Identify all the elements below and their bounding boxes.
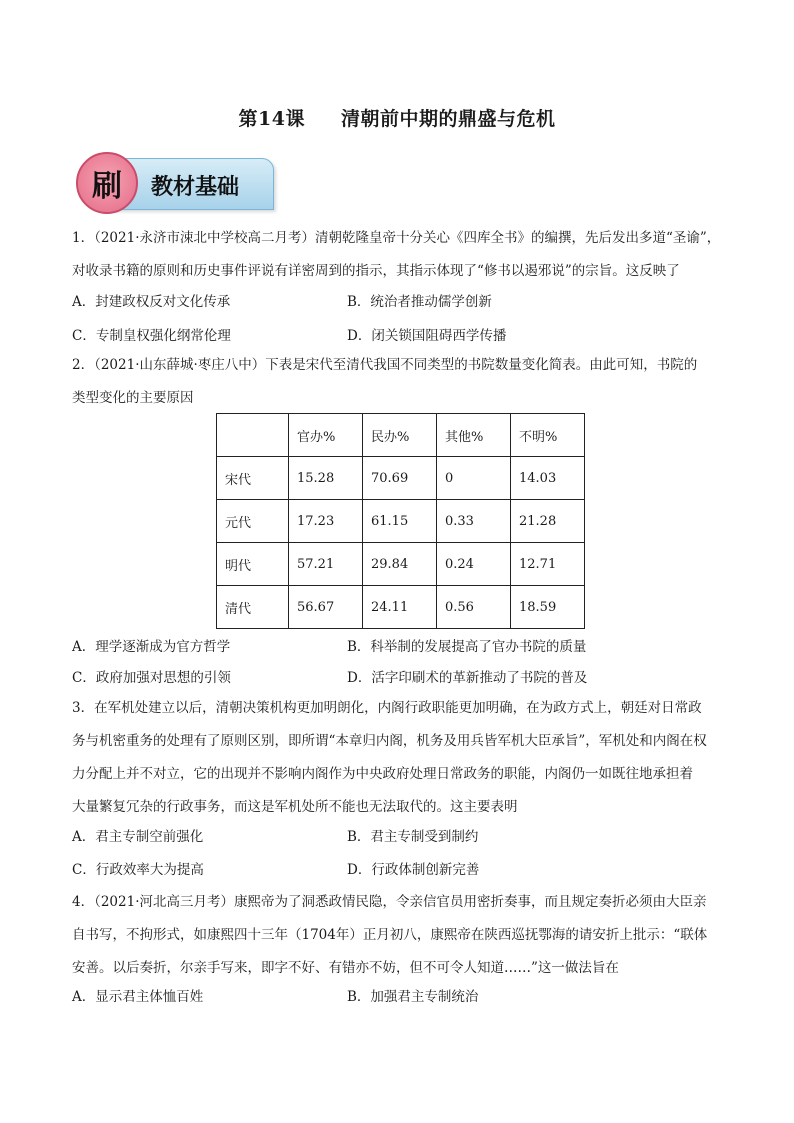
table-cell: 21.28 — [511, 500, 585, 543]
table-cell: 元代 — [217, 500, 289, 543]
question-4-stem — [72, 886, 722, 985]
academy-data-table — [216, 413, 585, 629]
table-row — [217, 586, 585, 629]
question-line: 力分配上并不对立，它的出现并不影响内阁作为中央政府处理日常政务的职能，内阁仍一如既往地承担着 — [72, 766, 693, 782]
page-title — [0, 104, 794, 131]
banner-label: 教材基础 — [151, 174, 240, 200]
option-b[interactable]: B．君主专制受到制约 — [347, 829, 479, 845]
table-cell: 宋代 — [217, 457, 289, 500]
table-cell: 明代 — [217, 543, 289, 586]
option-d[interactable]: D．闭关锁国阻碍西学传播 — [347, 328, 507, 344]
table-cell: 清代 — [217, 586, 289, 629]
table-cell: 0.33 — [437, 500, 511, 543]
option-b[interactable]: B．科举制的发展提高了官办书院的质量 — [347, 639, 587, 655]
table-row — [217, 543, 585, 586]
option-b[interactable]: B．加强君主专制统治 — [347, 989, 479, 1005]
table-cell: 56.67 — [289, 586, 363, 629]
option-a[interactable]: A．封建政权反对文化传承 — [72, 294, 231, 310]
question-line: 大量繁复冗杂的行政事务，而这是军机处所不能也无法取代的。这主要表明 — [72, 799, 518, 815]
question-line: 1．（2021·永济市涑北中学校高二月考）清朝乾隆皇帝十分关心《四库全书》的编撰，先后发出多道“圣谕”， — [72, 230, 721, 246]
table-header-cell: 官办% — [289, 414, 363, 457]
table-cell: 24.11 — [363, 586, 437, 629]
option-a[interactable]: A．理学逐渐成为官方哲学 — [72, 639, 231, 655]
table-header-cell: 不明% — [511, 414, 585, 457]
question-line: 类型变化的主要原因 — [72, 390, 194, 406]
table-header-cell — [217, 414, 289, 457]
question-line: 4．（2021·河北高三月考）康熙帝为了洞悉政情民隐，令亲信官员用密折奏事，而且规定奏折必须由大臣亲 — [72, 894, 707, 910]
lesson-number: 第14课 — [238, 108, 305, 130]
table-row — [217, 457, 585, 500]
lesson-topic: 清朝前中期的鼎盛与危机 — [340, 108, 556, 130]
table-header-cell: 其他% — [437, 414, 511, 457]
option-c[interactable]: C．专制皇权强化纲常伦理 — [72, 328, 231, 344]
question-1-stem — [72, 222, 722, 288]
table-cell: 57.21 — [289, 543, 363, 586]
question-line: 2．（2021·山东薛城·枣庄八中）下表是宋代至清代我国不同类型的书院数量变化简表。由此可知，书院的 — [72, 357, 698, 373]
table-cell: 70.69 — [363, 457, 437, 500]
table-cell: 15.28 — [289, 457, 363, 500]
question-line: 3．在军机处建立以后，清朝决策机构更加明朗化，内阁行政职能更加明确，在为政方式上，朝廷对日常政 — [72, 700, 702, 716]
option-c[interactable]: C．行政效率大为提高 — [72, 862, 204, 878]
table-cell: 0 — [437, 457, 511, 500]
option-b[interactable]: B．统治者推动儒学创新 — [347, 294, 492, 310]
question-line: 自书写，不拘形式，如康熙四十三年（1704年）正月初八，康熙帝在陕西巡抚鄂海的请安折上批示：“联体 — [72, 927, 708, 943]
question-line: 对收录书籍的原则和历史事件评说有详密周到的指示，其指示体现了“修书以遏邪说”的宗旨。这反映了 — [72, 263, 680, 279]
option-d[interactable]: D．行政体制创新完善 — [347, 862, 480, 878]
table-cell: 0.24 — [437, 543, 511, 586]
table-header-row — [217, 414, 585, 457]
question-2-stem — [72, 349, 722, 415]
option-a[interactable]: A．显示君主体恤百姓 — [72, 989, 204, 1005]
section-banner — [76, 152, 276, 216]
question-line: 务与机密重务的处理有了原则区别，即所谓“本章归内阁，机务及用兵皆军机大臣承旨”，军机处和内阁在权 — [72, 733, 707, 749]
table-cell: 61.15 — [363, 500, 437, 543]
table-row — [217, 500, 585, 543]
table-cell: 0.56 — [437, 586, 511, 629]
table-cell: 17.23 — [289, 500, 363, 543]
option-c[interactable]: C．政府加强对思想的引领 — [72, 670, 231, 686]
banner-badge-text: 刷 — [92, 169, 122, 204]
banner-badge — [76, 152, 138, 214]
table-cell: 12.71 — [511, 543, 585, 586]
option-d[interactable]: D．活字印刷术的革新推动了书院的普及 — [347, 670, 588, 686]
question-3-stem — [72, 692, 722, 824]
question-line: 安善。以后奏折，尔亲手写来，即字不好、有错亦不妨，但不可令人知道……”这一做法旨在 — [72, 960, 619, 976]
table-cell: 18.59 — [511, 586, 585, 629]
option-a[interactable]: A．君主专制空前强化 — [72, 829, 204, 845]
table-header-cell: 民办% — [363, 414, 437, 457]
table-cell: 29.84 — [363, 543, 437, 586]
table-cell: 14.03 — [511, 457, 585, 500]
